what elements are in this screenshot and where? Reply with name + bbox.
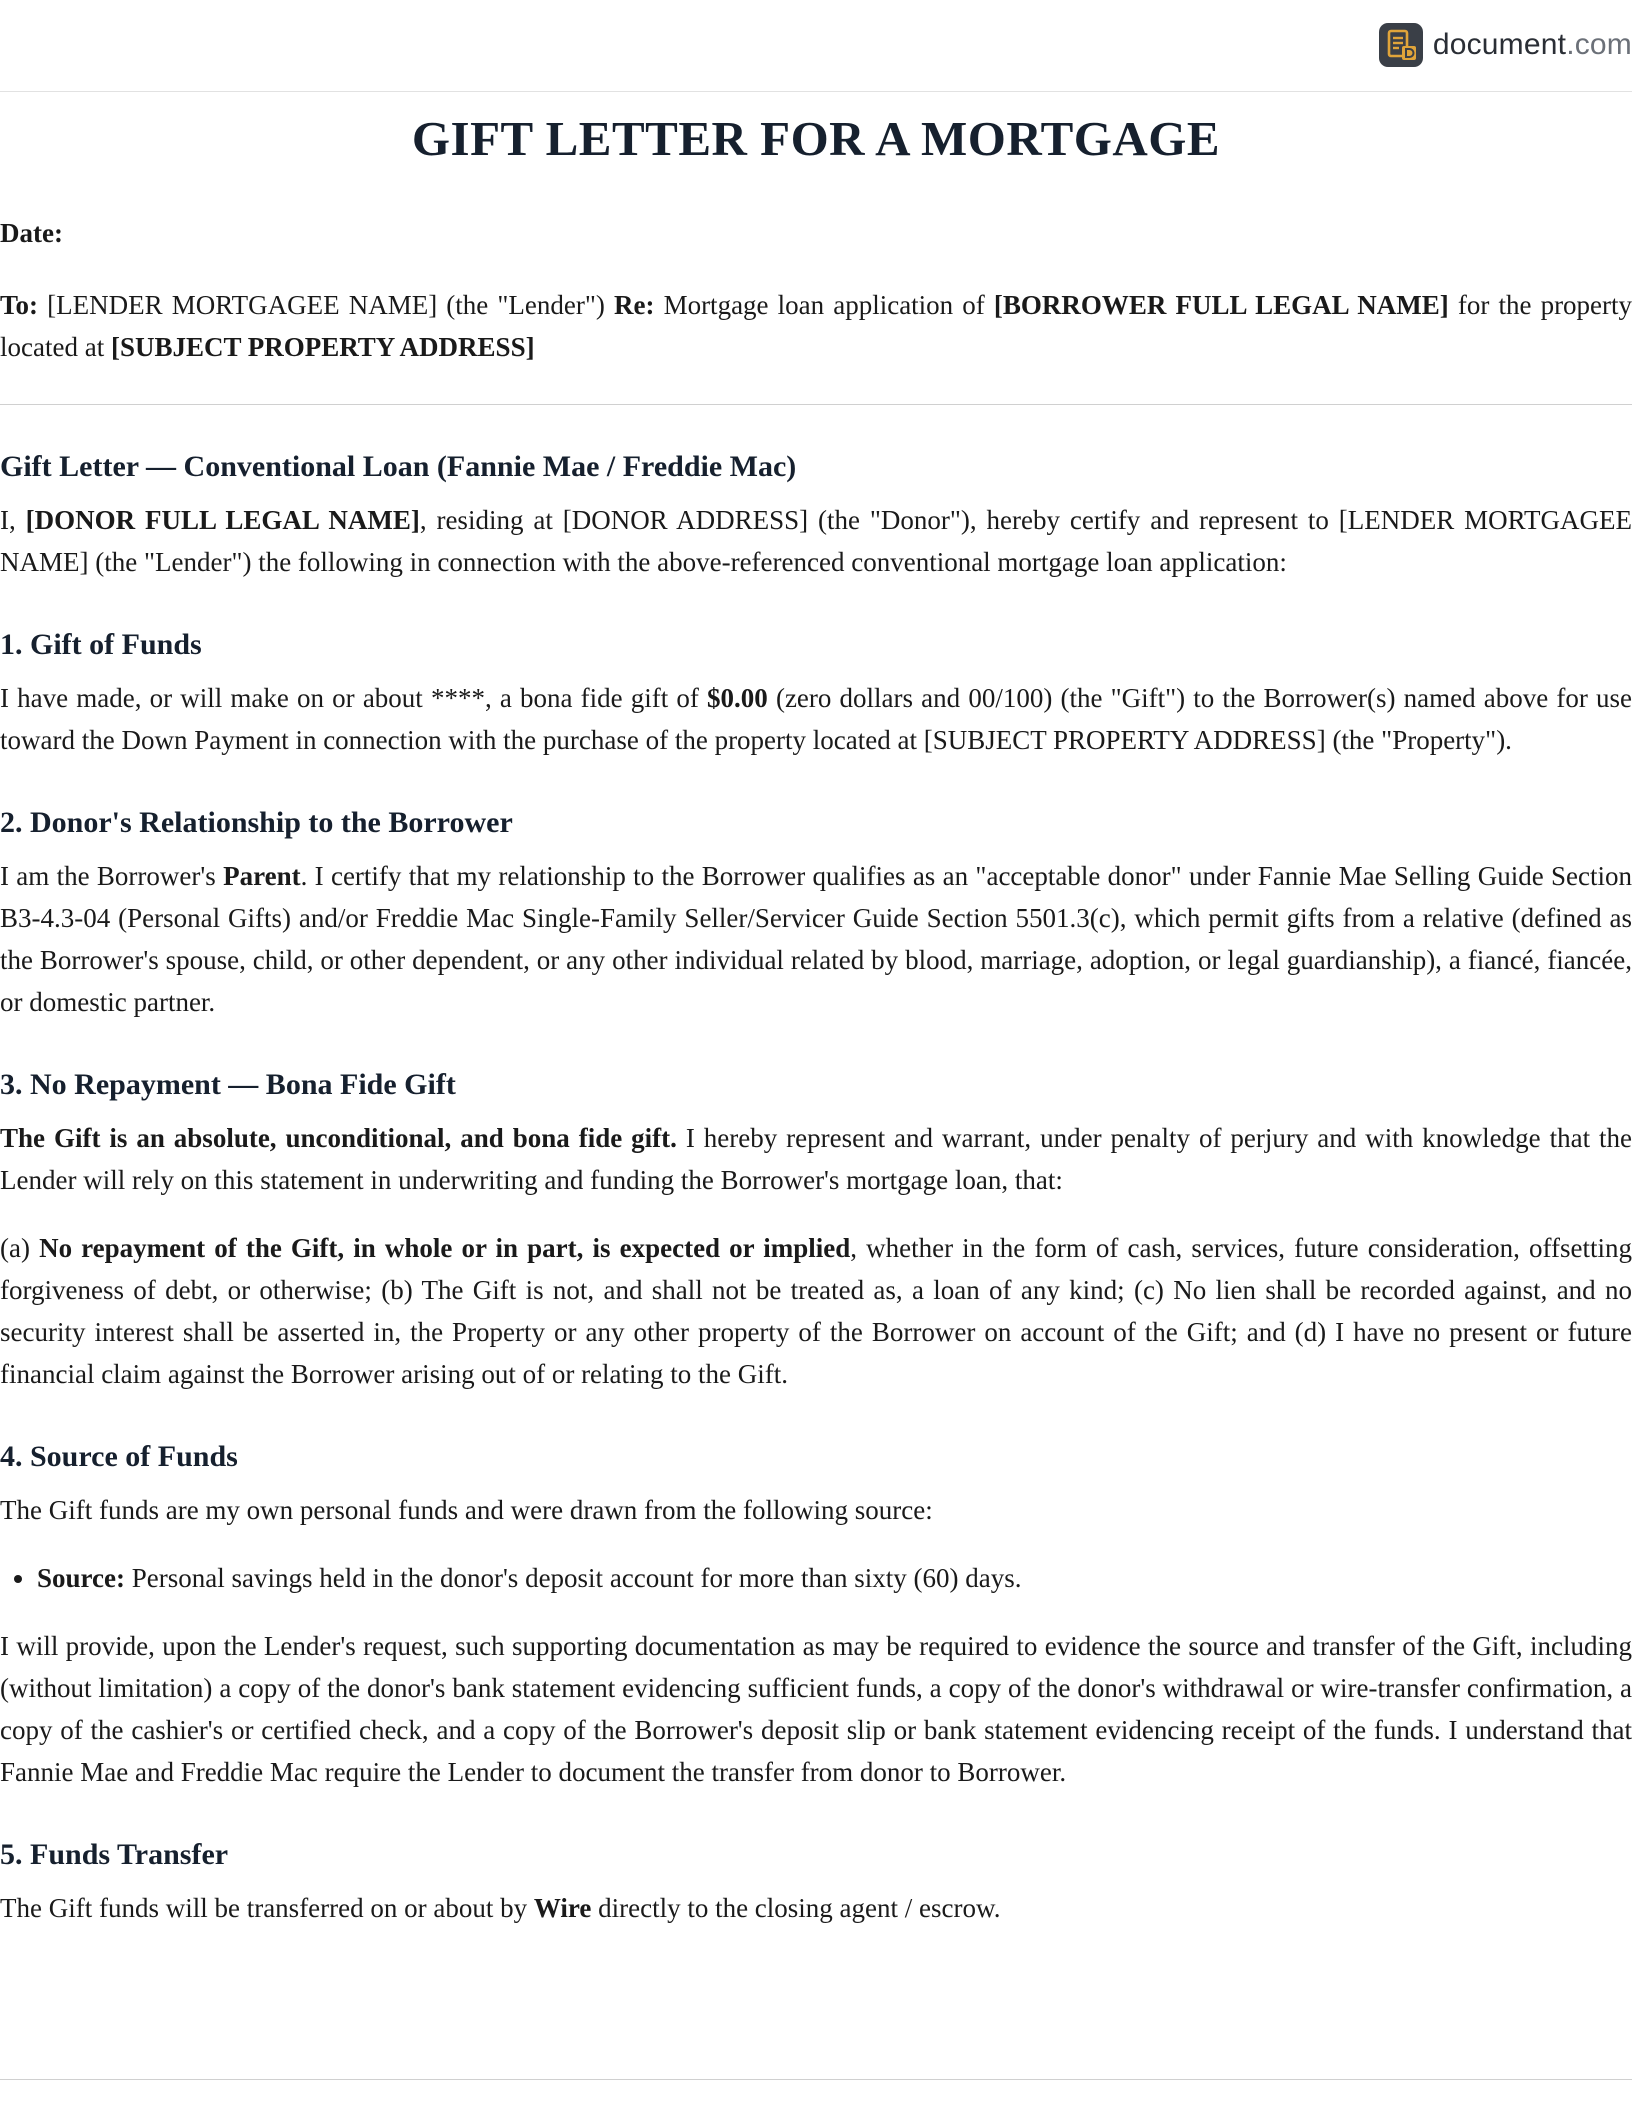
section-4-paragraph: The Gift funds are my own personal funds and were drawn from the following source: — [0, 1494, 933, 1525]
section-5-paragraph: The Gift funds will be transferred on or about by Wire directly to the closing agent / escrow. — [0, 1892, 1001, 1923]
letter-title: Gift Letter — Conventional Loan (Fannie Mae / Freddie Mac) — [0, 449, 797, 483]
section-4-documentation: I will provide, upon the Lender's request, such supporting documentation as may be required to evidence the source and transfer of the Gift, including (without limitation) a copy of the donor's bank statement evidencing sufficient funds, a copy of the donor's withdrawal or wire-transfer confirmation, a copy of the cashier's or certified check, and a copy of the Borrower's deposit slip or bank statement evidencing receipt of the funds. I understand that Fannie Mae and Freddie Mac require the Lender to document the transfer from donor to Borrower. — [0, 1630, 1632, 1787]
section-4-heading: 4. Source of Funds — [0, 1439, 238, 1473]
document-title: GIFT LETTER FOR A MORTGAGE — [411, 111, 1221, 166]
section-divider — [0, 404, 1632, 405]
document-body — [0, 92, 1632, 1929]
addressee-line: To: [LENDER MORTGAGEE NAME] (the "Lender") Re: Mortgage loan application of [BORROWER FULL LEGAL NAME] for the property located at [SUBJECT PROPERTY ADDRESS] — [0, 289, 1632, 362]
section-2-heading: 2. Donor's Relationship to the Borrower — [0, 805, 513, 839]
brand-name: document.com — [1432, 28, 1632, 61]
section-5-heading: 5. Funds Transfer — [0, 1837, 229, 1871]
date-line: Date: — [0, 217, 63, 248]
brand[interactable] — [1379, 23, 1632, 67]
section-3-paragraph: The Gift is an absolute, unconditional, and bona fide gift. I hereby represent and warrant, under penalty of perjury and with knowledge that the Lender will rely on this statement in underwriting and funding the Borrower's mortgage loan, that: — [0, 1122, 1632, 1195]
bottom-divider — [0, 2079, 1632, 2080]
list-item: • Source: Personal savings held in the donor's deposit account for more than sixty (60) days. — [37, 1557, 1632, 1599]
section-1-heading: 1. Gift of Funds — [0, 627, 202, 661]
source-list — [0, 1557, 1632, 1599]
section-1-paragraph: I have made, or will make on or about ****, a bona fide gift of $0.00 (zero dollars and 00/100) (the "Gift") to the Borrower(s) named above for use toward the Down Payment in connection with the purchase of the property located at [SUBJECT PROPERTY ADDRESS] (the "Property"). — [0, 682, 1632, 755]
intro-paragraph: I, [DONOR FULL LEGAL NAME], residing at [DONOR ADDRESS] (the "Donor"), hereby certify and represent to [LENDER MORTGAGEE NAME] (the "Lender") the following in connection with the above-referenced conventional mortgage loan application: — [0, 504, 1632, 577]
header-bar — [0, 0, 1632, 92]
section-3-clauses: (a) No repayment of the Gift, in whole or in part, is expected or implied, whether in the form of cash, services, future consideration, offsetting forgiveness of debt, or otherwise; (b) The Gift is not, and shall not be treated as, a loan of any kind; (c) No lien shall be recorded against, and no security interest shall be asserted in, the Property or any other property of the Borrower on account of the Gift; and (d) I have no present or future financial claim against the Borrower arising out of or relating to the Gift. — [0, 1232, 1632, 1389]
document-logo-icon — [1379, 23, 1423, 67]
section-3-heading: 3. No Repayment — Bona Fide Gift — [0, 1067, 456, 1101]
section-2-paragraph: I am the Borrower's Parent. I certify that my relationship to the Borrower qualifies as an "acceptable donor" under Fannie Mae Selling Guide Section B3-4.3-04 (Personal Gifts) and/or Freddie Mac Single-Family Seller/Servicer Guide Section 5501.3(c), which permit gifts from a relative (defined as the Borrower's spouse, child, or other dependent, or any other individual related by blood, marriage, adoption, or legal guardianship), a fiancé, fiancée, or domestic partner. — [0, 860, 1632, 1017]
